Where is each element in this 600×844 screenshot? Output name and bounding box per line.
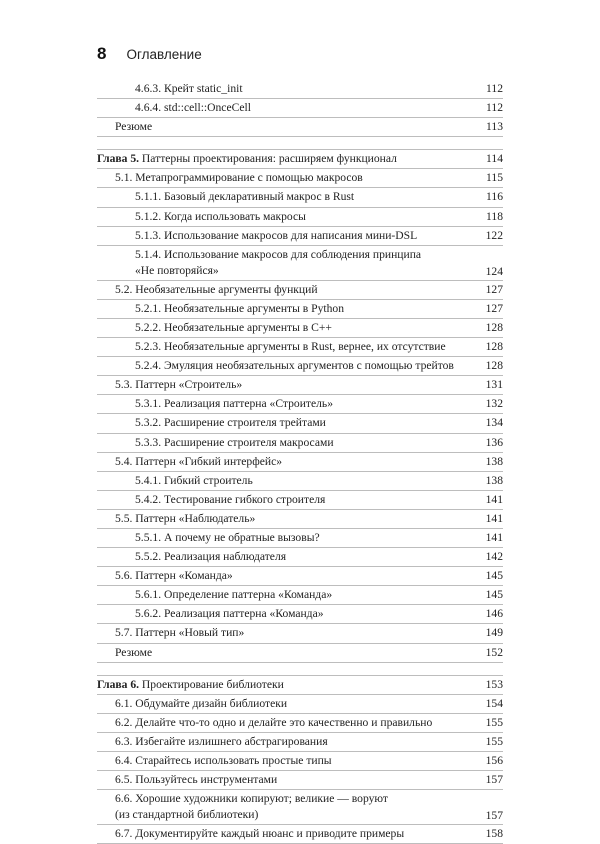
toc-entry-title: [135, 101, 251, 114]
toc-entry[interactable]: [97, 714, 503, 733]
toc-entry-text: 6.3. Избегайте излишнего абстрагирования: [115, 734, 328, 748]
toc-page-number: 156: [485, 754, 503, 767]
toc-page-number: 114: [486, 152, 503, 166]
toc-entry[interactable]: [97, 281, 503, 300]
toc-entry[interactable]: [97, 510, 503, 529]
toc-entry[interactable]: [97, 376, 503, 395]
toc-page-number: 115: [486, 171, 503, 185]
chapter-label: Глава 5.: [97, 152, 140, 166]
toc-entry[interactable]: [97, 825, 503, 844]
toc-entry-text: 5.6. Паттерн «Команда»: [115, 569, 233, 583]
toc-chapter-entry[interactable]: [97, 676, 503, 695]
toc-page-number: 124: [485, 264, 503, 278]
toc-entry-text: Паттерны проектирования: расширяем функционал: [139, 152, 397, 166]
toc-entry-title: [135, 359, 454, 372]
toc-entry-text: 5.3.3. Расширение строителя макросами: [135, 435, 334, 449]
toc-entry[interactable]: [97, 208, 503, 227]
toc-entry-text: 5.5.1. А почему не обратные вызовы?: [135, 530, 320, 544]
toc-entry-text-continued: (из стандартной библиотеки): [115, 808, 259, 822]
toc-entry-title: [115, 716, 432, 729]
page-header: [97, 44, 202, 64]
toc-page-number: 132: [485, 397, 503, 411]
toc-page-number: 157: [485, 773, 503, 787]
toc-page-number: 141: [485, 530, 503, 544]
toc-entry-title: [115, 626, 244, 639]
toc-entry-text: 5.2.3. Необязательные аргументы в Rust, вернее, их отсутствие: [135, 340, 446, 354]
toc-entry-text: 5.3.2. Расширение строителя трейтами: [135, 416, 326, 430]
toc-entry-title: [135, 531, 320, 544]
toc-page-number: 155: [485, 715, 503, 729]
toc-entry-text: 5.4.2. Тестирование гибкого строителя: [135, 492, 326, 506]
toc-entry-title: [135, 436, 334, 449]
toc-entry-title: [115, 773, 277, 786]
toc-chapter-entry[interactable]: [97, 150, 503, 169]
toc-entry-text: 5.1.3. Использование макросов для написания мини-DSL: [135, 228, 418, 242]
toc-entry[interactable]: [97, 319, 503, 338]
toc-entry-text: 5.2. Необязательные аргументы функций: [115, 282, 318, 296]
toc-entry[interactable]: [97, 695, 503, 714]
toc-page-number: 145: [485, 569, 503, 583]
toc-entry-text: 5.3.1. Реализация паттерна «Строитель»: [135, 397, 334, 411]
toc-entry[interactable]: [97, 790, 503, 825]
toc-entry-title: [115, 171, 363, 184]
chapter-label: Глава 6.: [97, 677, 140, 691]
toc-page-number: 153: [485, 677, 503, 691]
toc-entry-text: Резюме: [115, 120, 153, 134]
toc-entry-title: [97, 678, 284, 691]
toc-page-number: 128: [485, 359, 503, 373]
toc-entry[interactable]: [97, 752, 503, 771]
toc-entry-text: 5.2.4. Эмуляция необязательных аргументов с помощью трейтов: [135, 359, 454, 373]
toc-entry-text: 5.6.1. Определение паттерна «Команда»: [135, 588, 333, 602]
toc-page-number: 122: [485, 228, 503, 242]
toc-entry-text: 6.1. Обдумайте дизайн библиотеки: [115, 696, 288, 710]
toc-entry-title: [115, 378, 242, 391]
toc-entry-title: [135, 416, 326, 429]
toc-entry-title: [135, 340, 446, 353]
toc-entry[interactable]: [97, 300, 503, 319]
toc-page-number: 149: [485, 626, 503, 640]
toc-entry-text: 5.3. Паттерн «Строитель»: [115, 378, 243, 392]
toc-entry[interactable]: [97, 338, 503, 357]
toc-page-number: 127: [485, 282, 503, 296]
toc-entry[interactable]: [97, 472, 503, 491]
toc-page-number: 155: [485, 734, 503, 748]
toc-entry-text: Проектирование библиотеки: [139, 677, 284, 691]
toc-entry-title: [135, 190, 354, 203]
page-number: 8: [97, 44, 107, 63]
toc-entry-text-continued: «Не повторяйся»: [135, 263, 219, 277]
toc-entry[interactable]: [97, 624, 503, 643]
toc-entry-title: [135, 321, 332, 334]
toc-page-number: 131: [485, 378, 503, 392]
toc-entry-title: [135, 588, 332, 601]
toc-entry-text: 6.2. Делайте что-то одно и делайте это качественно и правильно: [115, 715, 433, 729]
toc-entry[interactable]: [97, 453, 503, 472]
toc-entry-text: 5.5. Паттерн «Наблюдатель»: [115, 511, 256, 525]
toc-page-number: 128: [485, 340, 503, 354]
toc-entry-title: [135, 248, 421, 261]
toc-entry[interactable]: [97, 246, 503, 281]
toc-entry-text: 5.1. Метапрограммирование с помощью макросов: [115, 171, 363, 185]
toc-entry[interactable]: [97, 733, 503, 752]
toc-entry-title: [115, 827, 404, 840]
toc-entry-text: 5.4.1. Гибкий строитель: [135, 473, 253, 487]
toc-page-number: 138: [485, 454, 503, 468]
toc-page-number: 158: [485, 827, 503, 841]
toc-entry-text: 5.1.4. Использование макросов для соблюдения принципа: [135, 247, 422, 261]
toc-page-number: 141: [485, 511, 503, 525]
toc-page-number: 134: [485, 416, 503, 430]
toc-entry-title: [115, 120, 152, 133]
toc-entry-title: [135, 493, 325, 506]
toc-entry[interactable]: [97, 395, 503, 414]
toc-entry[interactable]: [97, 586, 503, 605]
toc-page-number: 138: [485, 473, 503, 487]
toc-entry[interactable]: [97, 771, 503, 790]
toc-entry-text: 5.2.1. Необязательные аргументы в Python: [135, 301, 345, 315]
toc-page-number: 112: [486, 82, 503, 95]
toc-entry-title: [115, 646, 152, 659]
toc-entry-text: 5.7. Паттерн «Новый тип»: [115, 626, 245, 640]
toc-entry[interactable]: [97, 169, 503, 188]
toc-page-number: 154: [485, 696, 503, 710]
toc-entry-text: 5.4. Паттерн «Гибкий интерфейс»: [115, 454, 283, 468]
toc-entry-title: [135, 302, 344, 315]
toc-page-number: 136: [485, 435, 503, 449]
toc-page-number: 127: [485, 301, 503, 315]
toc-entry-text: 6.5. Пользуйтесь инструментами: [115, 773, 278, 787]
toc-entry-title: [135, 397, 333, 410]
toc-entry-title: [135, 474, 253, 487]
toc-entry-title: [115, 697, 287, 710]
toc-entry-title: [115, 735, 328, 748]
toc-page-number: 128: [485, 320, 503, 334]
toc-entry-text: 5.5.2. Реализация наблюдателя: [135, 550, 287, 564]
toc-entry-title: [115, 283, 318, 296]
toc-page-number: 112: [486, 101, 503, 115]
toc-entry[interactable]: [97, 118, 503, 137]
toc-entry[interactable]: [97, 80, 503, 99]
toc-entry-title: [115, 754, 332, 767]
toc-entry-text: Резюме: [115, 645, 153, 659]
toc-entry-text: 6.4. Старайтесь использовать простые типы: [115, 754, 332, 767]
toc-entry-title: [135, 229, 417, 242]
toc-page-number: 142: [485, 550, 503, 564]
section-gap: [97, 137, 503, 150]
page-title: Оглавление: [126, 47, 202, 62]
toc-entry[interactable]: [97, 491, 503, 510]
toc-entry-text: 5.2.2. Необязательные аргументы в C++: [135, 320, 332, 334]
toc-page-number: 152: [485, 645, 503, 659]
toc-entry-title: [115, 455, 282, 468]
section-gap: [97, 663, 503, 676]
toc-page-number: 141: [485, 492, 503, 506]
toc-entry-text: 4.6.4. std::cell::OnceCell: [135, 101, 251, 115]
toc-entry[interactable]: [97, 188, 503, 207]
toc-entry-text: 5.1.1. Базовый декларативный макрос в Rust: [135, 190, 355, 204]
toc-entry-text: 6.7. Документируйте каждый нюанс и приводите примеры: [115, 827, 405, 841]
toc-entry-title: [115, 512, 255, 525]
toc-entry-text: 5.6.2. Реализация паттерна «Команда»: [135, 607, 324, 621]
toc-entry[interactable]: [97, 227, 503, 246]
toc-page-number: 118: [486, 209, 503, 223]
toc-page-number: 116: [486, 190, 503, 204]
toc-entry[interactable]: [97, 605, 503, 624]
toc-entry-text: 4.6.3. Крейт static_init: [135, 82, 243, 95]
toc-entry[interactable]: [97, 529, 503, 548]
toc-entry-title: [135, 210, 306, 223]
toc-entry-title: [115, 569, 233, 582]
toc-entry[interactable]: [97, 434, 503, 453]
toc-entry[interactable]: [97, 357, 503, 376]
toc-entry[interactable]: [97, 548, 503, 567]
toc-entry-text: 5.1.2. Когда использовать макросы: [135, 209, 306, 223]
toc-entry-title: [135, 82, 243, 95]
toc-page-number: 146: [485, 607, 503, 621]
toc-entry[interactable]: [97, 644, 503, 663]
toc-page-number: 157: [485, 809, 503, 823]
toc-page-number: 145: [485, 588, 503, 602]
table-of-contents: [97, 80, 503, 844]
toc-entry[interactable]: [97, 414, 503, 433]
toc-entry[interactable]: [97, 99, 503, 118]
toc-entry-text: 6.6. Хорошие художники копируют; великие — воруют: [115, 792, 388, 806]
toc-entry-title: [115, 792, 388, 805]
toc-entry[interactable]: [97, 567, 503, 586]
toc-entry-title: [135, 607, 324, 620]
toc-entry-title: [97, 152, 397, 165]
toc-entry-title: [135, 550, 286, 563]
toc-page-number: 113: [486, 120, 503, 134]
